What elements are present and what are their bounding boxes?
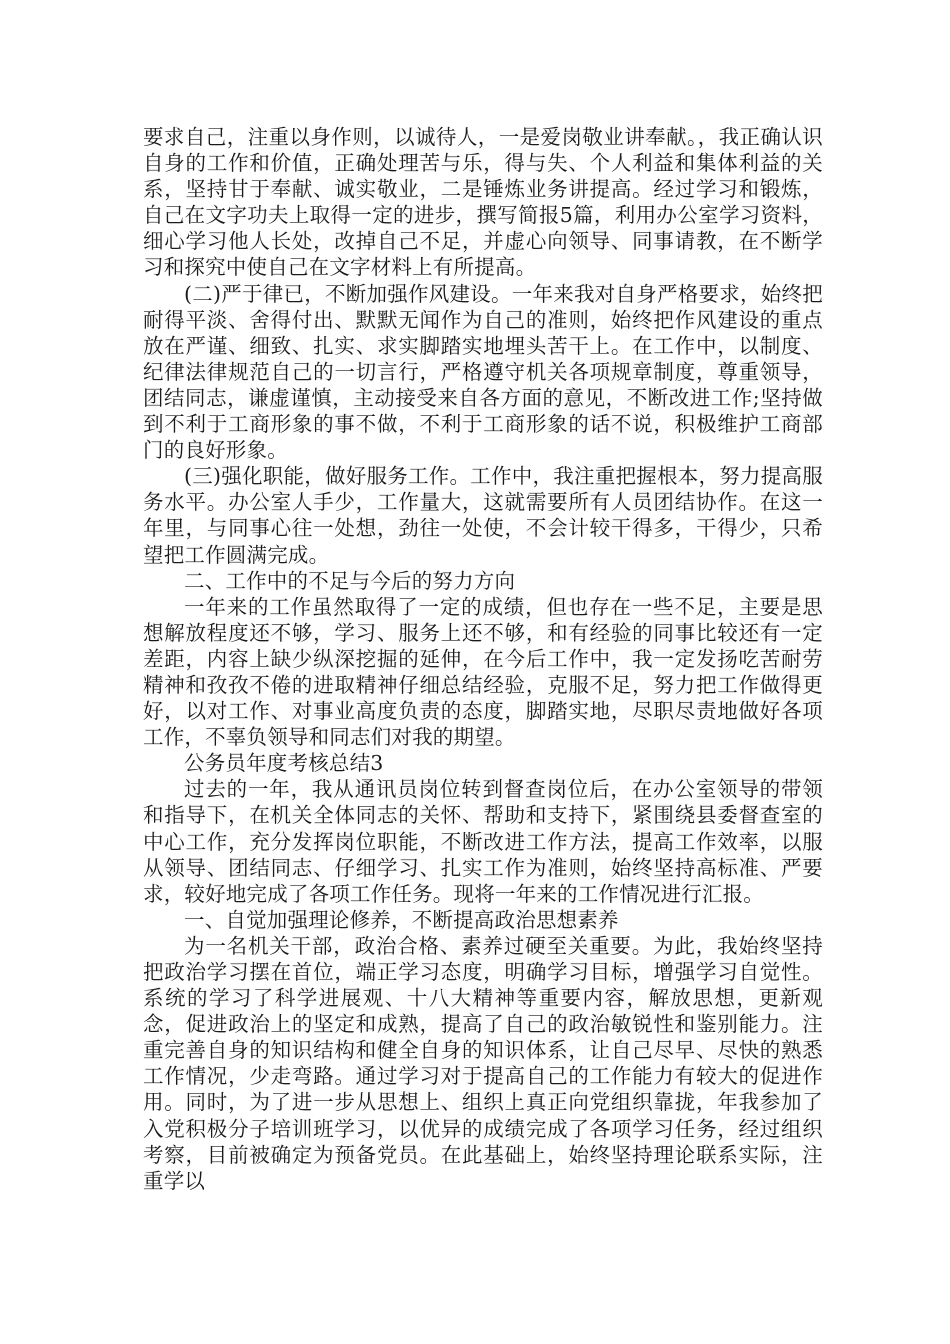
paragraph: 过去的一年，我从通讯员岗位转到督查岗位后，在办公室领导的带领和指导下，在机关全体同志的关怀、帮助和支持下，紧围绕县委督查室的中心工作，充分发挥岗位职能，不断改进工作方法，提高工作效率，以服从领导、团结同志、仔细学习、扎实工作为准则，始终坚持高标准、严要求，较好地完成了各项工作任务。现将一年来的工作情况进行汇报。 (143, 777, 823, 906)
document-page (143, 124, 823, 1194)
paragraph: 一年来的工作虽然取得了一定的成绩，但也存在一些不足，主要是思想解放程度还不够，学习、服务上还不够，和有经验的同事比较还有一定差距，内容上缺少纵深挖掘的延伸，在今后工作中，我一定发扬吃苦耐劳精神和孜孜不倦的进取精神仔细总结经验，克服不足，努力把工作做得更好，以对工作、对事业高度负责的态度，脚踏实地，尽职尽责地做好各项工作，不辜负领导和同志们对我的期望。 (143, 594, 823, 750)
paragraph: 要求自己，注重以身作则，以诚待人，一是爱岗敬业讲奉献。，我正确认识自身的工作和价值，正确处理苦与乐，得与失、个人利益和集体利益的关系，坚持甘于奉献、诚实敬业，二是锤炼业务讲提高。经过学习和锻炼，自己在文字功夫上取得一定的进步，撰写简报5篇，利用办公室学习资料，细心学习他人长处，改掉自己不足，并虚心向领导、同事请教，在不断学习和探究中使自己在文字材料上有所提高。 (143, 125, 823, 280)
paragraph: (二)严于律已，不断加强作风建设。一年来我对自身严格要求，始终把耐得平淡、舍得付出、默默无闻作为自己的准则，始终把作风建设的重点放在严谨、细致、扎实、求实脚踏实地埋头苦干上。在工作中，以制度、纪律法律规范自己的一切言行，严格遵守机关各项规章制度，尊重领导，团结同志，谦虚谨慎，主动接受来自各方面的意见，不断改进工作;坚持做到不利于工商形象的事不做，不利于工商形象的话不说，积极维护工商部门的良好形象。 (143, 281, 823, 463)
section-heading: 一、自觉加强理论修养，不断提高政治思想素养 (184, 907, 619, 932)
paragraph: (三)强化职能，做好服务工作。工作中，我注重把握根本，努力提高服务水平。办公室人手少，工作量大，这就需要所有人员团结协作。在这一年里，与同事心往一处想，劲往一处使，不会计较干得多，干得少，只希望把工作圆满完成。 (143, 464, 823, 567)
section-heading: 二、工作中的不足与今后的努力方向 (184, 568, 516, 593)
paragraph: 为一名机关干部，政治合格、素养过硬至关重要。为此，我始终坚持把政治学习摆在首位，端正学习态度，明确学习目标，增强学习自觉性。系统的学习了科学进展观、十八大精神等重要内容，解放思想，更新观念，促进政治上的坚定和成熟，提高了自己的政治敏锐性和鉴别能力。注重完善自身的知识结构和健全自身的知识体系，让自己尽早、尽快的熟悉工作情况，少走弯路。通过学习对于提高自己的工作能力有较大的促进作用。同时，为了进一步从思想上、组织上真正向党组织靠拢，年我参加了入党积极分子培训班学习，以优异的成绩完成了各项学习任务，经过组织考察，目前被确定为预备党员。在此基础上，始终坚持理论联系实际，注重学以 (143, 933, 823, 1193)
document-title: 公务员年度考核总结3 (184, 751, 384, 776)
